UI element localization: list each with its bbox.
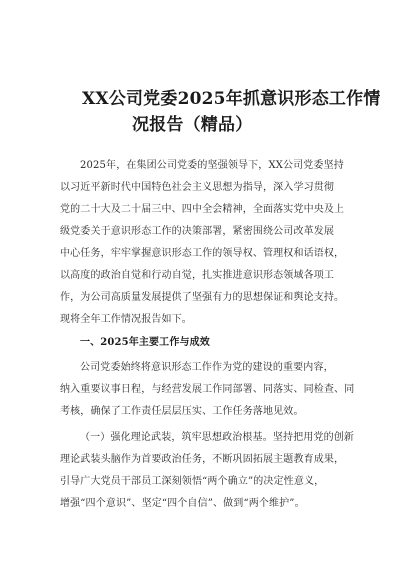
intro-paragraph-line: 中心任务，牢牢掌握意识形态工作的领导权、管理权和话语权， [60,248,345,259]
subsection-paragraph-line: 理论武装头脑作为首要政治任务，不断巩固拓展主题教育成果， [60,454,345,465]
section-paragraph-line: 公司党委始终将意识形态工作作为党的建设的重要内容， [80,362,334,373]
document-title [60,86,381,138]
subsection-paragraph-line: 增强“四个意识”、坚定“四个自信”、做到“两个维护”。 [60,498,305,509]
document-title-line-1: XX公司党委2025年抓意识形态工作情 [82,89,381,109]
section-paragraph-line: 考核，确保了工作责任层层压实、工作任务落地见效。 [60,406,304,417]
intro-paragraph-line: 以习近平新时代中国特色社会主义思想为指导，深入学习贯彻 [60,182,335,193]
section-paragraph-line: 纳入重要议事日程，与经营发展工作同部署、同落实、同检查、同 [60,384,355,395]
subsection-paragraph-line: 引导广大党员干部员工深刻领悟“两个确立”的决定性意义， [60,476,325,487]
intro-paragraph-line: 作，为公司高质量发展提供了坚强有力的思想保证和舆论支持。 [60,292,345,303]
section-heading: 一、2025年主要工作与成效 [80,337,210,348]
intro-paragraph-line: 现将全年工作情况报告如下。 [60,314,192,325]
intro-paragraph-line: 党的二十大及二十届三中、四中全会精神，全面落实党中央及上 [60,204,345,215]
subsection-paragraph-line: （一）强化理论武装，筑牢思想政治根基。坚持把用党的创新 [80,432,355,443]
document-title-line-2: 况报告（精品） [132,115,253,135]
intro-paragraph-line: 2025年，在集团公司党委的坚强领导下，XX公司党委坚持 [80,160,344,171]
intro-paragraph-line: 级党委关于意识形态工作的决策部署，紧密围绕公司改革发展 [60,226,335,237]
intro-paragraph-line: 以高度的政治自觉和行动自觉，扎实推进意识形态领域各项工 [60,270,335,281]
